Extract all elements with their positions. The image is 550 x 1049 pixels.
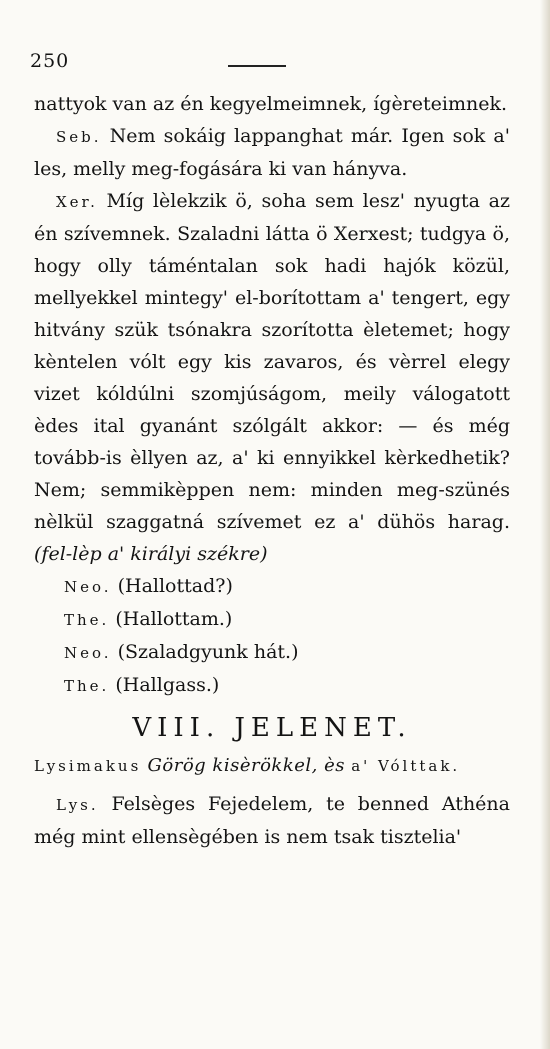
- dialogue-list: [64, 570, 510, 702]
- dialogue-line: [64, 603, 510, 636]
- dialogue-text: (Szaladgyunk hát.): [117, 641, 299, 663]
- dialogue-speaker: The.: [64, 677, 110, 695]
- cast-with: Görög kisèrökkel, ès: [147, 755, 345, 776]
- speaker-xer: Xer.: [56, 193, 98, 211]
- speaker-seb: Seb.: [56, 128, 102, 146]
- cast-others: a' Vólttak.: [351, 757, 461, 775]
- header-rule: [228, 65, 286, 67]
- speech-seb: Nem sokáig lappanghat már. Igen sok a' les, melly meg-fogására ki van hányva.: [34, 125, 510, 180]
- cast-name: Lysimakus: [34, 757, 142, 775]
- speech-xer: Míg lèlekzik ö, soha sem lesz' nyugta az én szívemnek. Szaladni látta ö Xerxest; tudgya ö, hogy olly táméntalan sok hadi hajók közül, mellyekkel mintegy' el-borítottam a' tengert, egy hitvány szük tsónakra szorította èletemet; hogy kèntelen vólt egy kis zavaros, és vèrrel elegy vizet kóldúlni szomjúságom, meily válogatott èdes ital gyanánt szólgált akkor: — és még tovább-is èllyen az, a' ki ennyikkel kèrkedhetik? Nem; semmikèppen nem: minden meg-szünés nèlkül szaggatná szívemet ez a' dühös harag.: [34, 190, 510, 533]
- scene-heading: VIII. JELENET.: [132, 713, 412, 743]
- dialogue-speaker: Neo.: [64, 644, 112, 662]
- dialogue-speaker: The.: [64, 611, 110, 629]
- dialogue-speaker: Neo.: [64, 578, 112, 596]
- dialogue-text: (Hallottad?): [117, 575, 233, 597]
- speech-lys: Felsèges Fejedelem, te benned Athéna még mint ellensègében is nem tsak tisztelia': [34, 793, 510, 848]
- dialogue-line: [64, 570, 510, 603]
- dialogue-text: (Hallgass.): [115, 674, 220, 696]
- paragraph-xer: [34, 185, 510, 570]
- speaker-lys: Lys.: [56, 796, 99, 814]
- page-edge-shadow: [540, 0, 550, 1049]
- paragraph-seb: [34, 120, 510, 185]
- page-number: 250: [30, 50, 70, 72]
- page-body: [34, 88, 510, 853]
- paragraph-continuation: nattyok van az én kegyelmeimnek, ígèreteimnek.: [34, 93, 508, 115]
- stage-direction: (fel-lèp a' királyi székre): [34, 543, 268, 565]
- cast-line: [34, 750, 510, 782]
- paragraph-lys: [34, 788, 510, 853]
- dialogue-line: [64, 636, 510, 669]
- dialogue-line: [64, 669, 510, 702]
- dialogue-text: (Hallottam.): [115, 608, 233, 630]
